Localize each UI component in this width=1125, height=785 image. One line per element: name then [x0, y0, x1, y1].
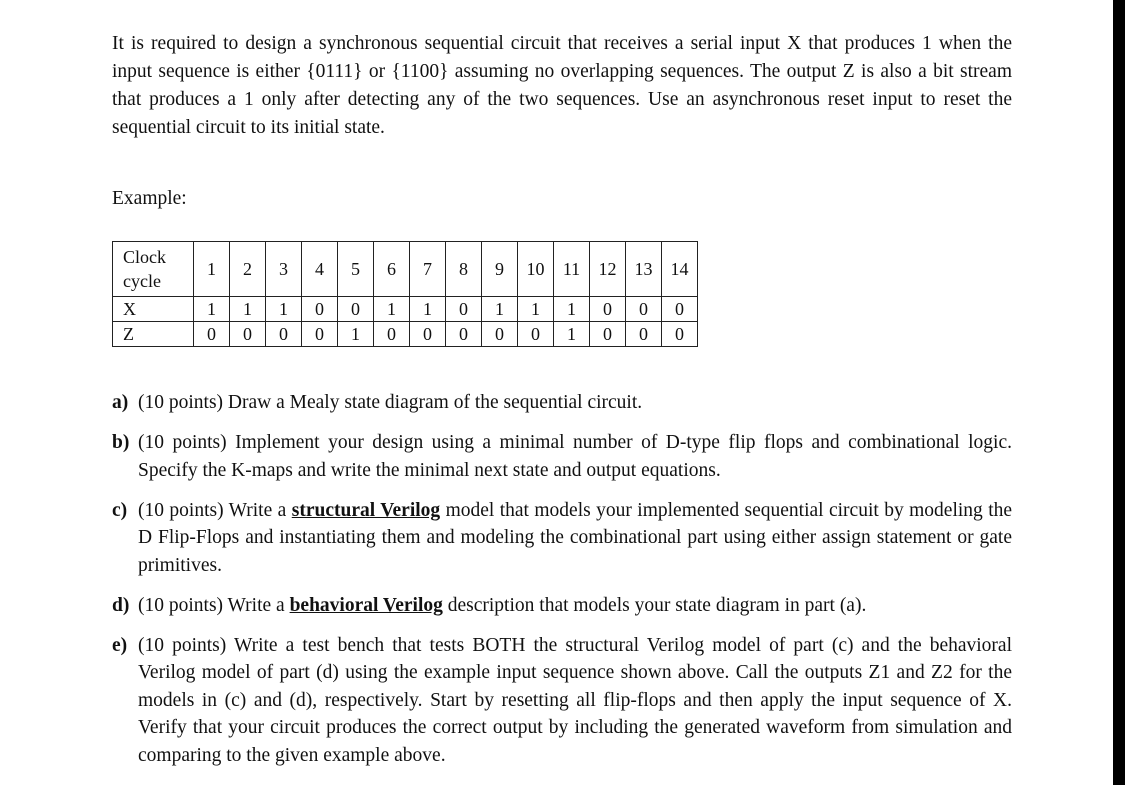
z-row-cell: 0	[266, 322, 302, 347]
problem-statement: It is required to design a synchronous sequential circuit that receives a serial input X that produces 1 when the input sequence is either {0111} or {1100} assuming no overlapping sequences. The output Z is also a bit stream that produces a 1 only after detecting any of the two sequences. Use an asynchronous reset input to reset the sequential circuit to its initial state.	[112, 33, 1012, 138]
part-d	[112, 592, 1012, 620]
clock-row-cell: 12	[590, 242, 626, 297]
z-row-cell: 0	[410, 322, 446, 347]
z-row-cell: 0	[590, 322, 626, 347]
clock-row-label: Clock cycle	[113, 242, 194, 297]
z-row-cell: 0	[518, 322, 554, 347]
x-row	[113, 297, 698, 322]
x-row-cell: 1	[482, 297, 518, 322]
clock-row-cell: 11	[554, 242, 590, 297]
part-c-label: c)	[112, 499, 128, 521]
clock-row-cell: 6	[374, 242, 410, 297]
part-d-emphasis: behavioral Verilog	[289, 594, 443, 616]
part-a-text: (10 points) Draw a Mealy state diagram of the sequential circuit.	[138, 392, 643, 413]
x-row-cell: 0	[626, 297, 662, 322]
clock-row-cell: 10	[518, 242, 554, 297]
clock-row-cell: 7	[410, 242, 446, 297]
z-row-cell: 0	[626, 322, 662, 347]
x-row-cell: 1	[518, 297, 554, 322]
part-b	[112, 429, 1012, 484]
example-sequence-table	[112, 241, 698, 347]
z-row-cell: 0	[374, 322, 410, 347]
part-a	[112, 389, 1012, 417]
x-row-cell: 0	[338, 297, 374, 322]
clock-row-cell: 4	[302, 242, 338, 297]
example-label: Example:	[112, 188, 187, 209]
question-parts	[112, 389, 1012, 782]
part-e-text: (10 points) Write a test bench that tests BOTH the structural Verilog model of part (c) and the behavioral Verilog model of part (d) using the example input sequence shown above. Call the outputs Z1 and Z2 for the models in (c) and (d), respectively. Start by resetting all flip-flops and then apply the input sequence of X. Verify that your circuit produces the correct output by including the generated waveform from simulation and comparing to the given example above.	[138, 634, 1012, 766]
x-row-cell: 1	[374, 297, 410, 322]
z-row-cell: 0	[302, 322, 338, 347]
part-d-label: d)	[112, 594, 130, 616]
z-row-cell: 0	[230, 322, 266, 347]
x-row-cell: 1	[410, 297, 446, 322]
part-b-label: b)	[112, 432, 130, 453]
clock-row	[113, 242, 698, 297]
right-edge-border	[1113, 0, 1125, 785]
z-row-cell: 1	[338, 322, 374, 347]
z-row-cell: 0	[662, 322, 698, 347]
clock-row-cell: 14	[662, 242, 698, 297]
clock-row-cell: 13	[626, 242, 662, 297]
x-row-cell: 0	[662, 297, 698, 322]
x-row-cell: 1	[266, 297, 302, 322]
x-row-cell: 1	[230, 297, 266, 322]
part-c	[112, 497, 1012, 580]
part-c-text-pre: (10 points) Write a	[138, 499, 292, 521]
x-row-label: X	[113, 297, 194, 322]
part-c-text-post: model that models your implemented sequential circuit by modeling the D Flip-Flops and instantiating them and modeling the combinational part using either assign statement or gate primitives.	[138, 499, 1013, 576]
z-row-cell: 0	[482, 322, 518, 347]
x-row-cell: 0	[302, 297, 338, 322]
clock-row-cell: 2	[230, 242, 266, 297]
z-row-label: Z	[113, 322, 194, 347]
clock-row-cell: 5	[338, 242, 374, 297]
z-row-cell: 1	[554, 322, 590, 347]
z-row-cell: 0	[194, 322, 230, 347]
z-row-cell: 0	[446, 322, 482, 347]
part-d-text-post: description that models your state diagram in part (a).	[442, 594, 867, 616]
part-c-emphasis: structural Verilog	[291, 499, 441, 521]
x-row-cell: 1	[194, 297, 230, 322]
document-page	[112, 30, 1013, 766]
clock-row-cell: 8	[446, 242, 482, 297]
part-b-text: (10 points) Implement your design using a minimal number of D-type flip flops and combinational logic. Specify the K-maps and write the minimal next state and output equations.	[138, 432, 1012, 481]
clock-row-cell: 9	[482, 242, 518, 297]
x-row-cell: 1	[554, 297, 590, 322]
z-row	[113, 322, 698, 347]
clock-row-cell: 3	[266, 242, 302, 297]
clock-row-cell: 1	[194, 242, 230, 297]
part-e-label: e)	[112, 634, 128, 656]
part-a-label: a)	[112, 392, 129, 413]
part-e	[112, 632, 1012, 770]
x-row-cell: 0	[446, 297, 482, 322]
part-d-text-pre: (10 points) Write a	[138, 594, 290, 616]
x-row-cell: 0	[590, 297, 626, 322]
